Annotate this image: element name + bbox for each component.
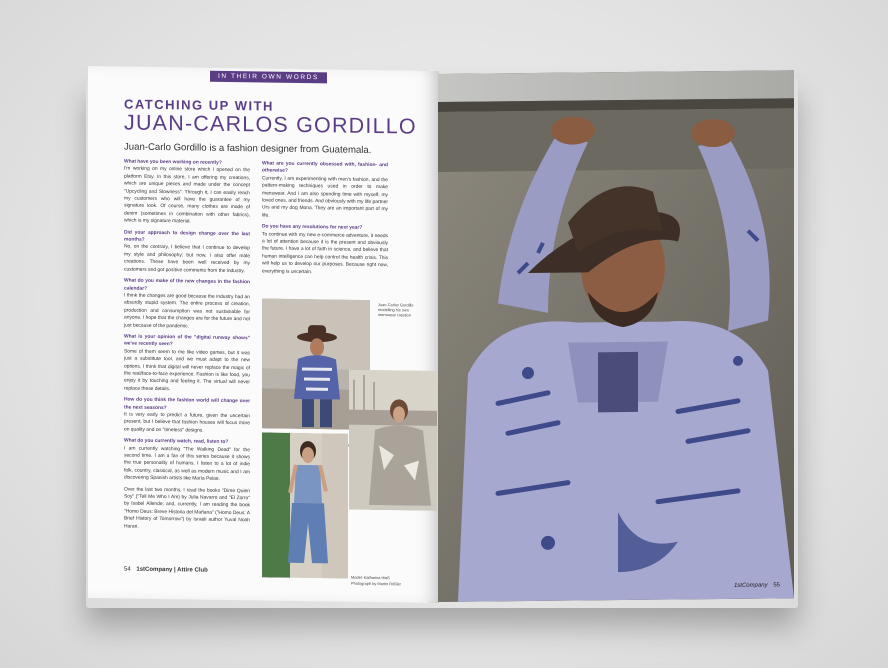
caption-photo-1: Juan-Carlos Gordillo modelling his own menswear creation	[378, 302, 414, 318]
question: How do you think the fashion world will change over the next seasons?	[124, 397, 250, 411]
question: Do you have any resolutions for next year?	[262, 224, 363, 232]
folio-number-right: 55	[773, 582, 780, 589]
portrait-photo	[438, 70, 794, 602]
headline: JUAN-CARLOS GORDILLO	[124, 110, 417, 139]
answer: I am currently watching "The Walking Dead" for the second time. I am a fan of this series because it shows the true personality of humans. I listen to a lot of indie folk, country, classical, as well as modern music and I am discovering Spanish artists like María Pelae.	[124, 446, 250, 483]
caption-credit-4: Photograph by Martin Rößler	[351, 580, 401, 587]
answer: Currently, I am experimenting with men's fashion, and the pattern-making techniques used in order to make menswear. And I am also spending time with myself, my loved ones, and friends. And obviously with my life partner Urs and my dog Mona. They are an important part of my life.	[262, 176, 388, 219]
qa-block	[262, 160, 388, 221]
answer: To continue with my new e-commerce adventure, it needs a lot of attention because it is the present and obviously the future. I have a lot of faith in science, and believe that human intelligence can help control the health crisis. This will help us to develop our purposes. Because right now, everything is uncertain.	[262, 232, 388, 275]
question: What have you been working on recently?	[124, 159, 222, 166]
question: What is your opinion of the "digital runway shows" we've recently seen?	[124, 334, 250, 348]
qa-block	[124, 333, 250, 394]
answer: Over the last two months, I read the books "Dime Quien Soy" ("Tell Me Who I Am) by Julia Navarro and "El Zorro" by Isabel Allende; and, currently, I am reading the book "Homo Deus: Breve Historia del Mañana" ("Homo Deus: A Brief History of Tomorrow") by Israeli author Yuval Noah Harari.	[124, 487, 250, 530]
qa-block	[124, 229, 250, 275]
qa-block	[124, 438, 250, 484]
section-tag: IN THEIR OWN WORDS	[210, 71, 327, 84]
folio-number: 54	[124, 566, 131, 573]
qa-block	[124, 159, 250, 227]
photo-model-harbor	[349, 370, 437, 511]
question: Did your approach to design change over the last months?	[124, 230, 250, 243]
photo-model-denim	[262, 432, 348, 578]
question: What do you currently watch, read, listen to?	[124, 438, 229, 446]
left-page	[88, 66, 439, 603]
kicker: CATCHING UP WITH	[124, 96, 274, 114]
answer: I'm working on my online store which I opened on the platform Etsy. In this store, I am offering my creations, which are unique pieces and made under the concept "Upcycling and Slowness". Through it, I can easily reach my customers who will have the guarantee of my signature look. Of course, many clothes are made of denim (sometimes in combination with other fabrics), which is my signature material.	[124, 166, 250, 225]
answer: It is very early to predict a future, given the uncertain present, but I believe that fashion houses will focus more on quality and on "timeless" designs.	[124, 412, 250, 434]
question: What do you make of the new changes in the fashion calendar?	[124, 278, 250, 292]
answer: Some of them seem to me like video games, but it was just a substitute tool, and we must adapt to the new options. I think that digital will never replace the magic of the real/face-to-face experience. Fashion is like food, you enjoy it by touching and feeling it. The virtual will never replace these details.	[124, 349, 250, 392]
article-column-a	[124, 159, 250, 537]
answer: I think the changes are good because the industry had an absurdly stupid system. The entire process of creation, production and consumption was not sustainable for anyone. I hope that the changes are for the future and not just because of the pandemic.	[124, 293, 250, 329]
paragraph	[124, 486, 250, 532]
qa-block	[124, 397, 250, 436]
page-number-right	[734, 582, 780, 588]
article-column-b	[262, 160, 388, 281]
right-page-photo	[438, 70, 794, 602]
answer: No, on the contrary, I believe that I continue to develop my style and philosophy; but now, I also offer male creations. These have been well received by my customers and got positive comments from the industry.	[124, 244, 250, 274]
deck: Juan-Carlo Gordillo is a fashion designer from Guatemala.	[124, 141, 372, 156]
caption-credit-3: Model: Katharina Hieß	[351, 574, 390, 581]
qa-block	[262, 224, 388, 278]
qa-block	[124, 278, 250, 332]
footer-brand-right: 1stCompany	[733, 582, 768, 589]
page-number-left	[124, 567, 208, 574]
footer-brand: 1stCompany | Attire Club	[136, 566, 208, 574]
question: What are you currently obsessed with, fashion- and otherwise?	[262, 161, 388, 175]
